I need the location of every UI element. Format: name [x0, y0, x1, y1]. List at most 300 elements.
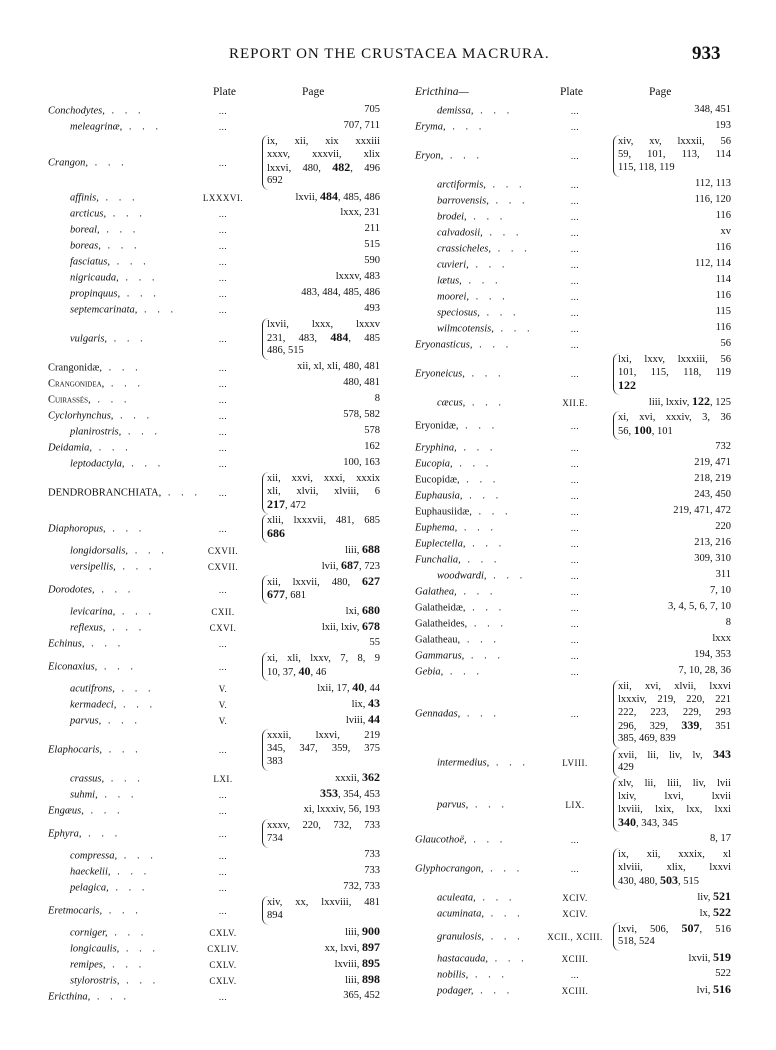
entry-name	[437, 212, 506, 223]
entry-term: Crangonidea,	[48, 378, 105, 390]
leader-dots: . . .	[462, 490, 503, 502]
page-refs	[364, 103, 380, 119]
index-entry	[415, 353, 755, 395]
page-ref-line: 8	[374, 393, 380, 404]
plate-ref: ...	[218, 225, 228, 235]
plate-ref: ...	[218, 157, 228, 168]
page-refs	[697, 890, 731, 906]
page-ref-line: 56	[720, 338, 731, 349]
column-header	[48, 86, 388, 103]
entry-term: Eretmocaris,	[48, 905, 103, 916]
entry-name	[48, 523, 145, 534]
plate-ref: LXXXVI.	[202, 193, 244, 203]
entry-name	[48, 661, 137, 672]
index-entry	[48, 206, 388, 222]
index-entry	[48, 254, 388, 270]
entry-term: Glaucothoë,	[415, 834, 467, 846]
plate-ref: ...	[570, 340, 580, 350]
leader-dots: . . .	[107, 333, 147, 345]
page-ref-line: xxxv, xxxvii, xlix	[267, 149, 380, 160]
entry-name	[48, 488, 201, 499]
entry-name	[48, 905, 142, 916]
plate-ref: CXVII.	[207, 546, 239, 556]
entry-term: demissa,	[437, 105, 474, 117]
entry-term: brodei,	[437, 211, 467, 223]
page-refs	[613, 922, 731, 951]
entry-term: acutifrons,	[70, 683, 115, 695]
entry-term: longicaulis,	[70, 943, 120, 955]
leader-dots: . . .	[102, 905, 142, 916]
entry-name	[437, 180, 526, 191]
page-ref-line: 705	[364, 104, 380, 115]
plate-ref: ...	[570, 555, 580, 565]
leader-dots: . . .	[473, 985, 514, 997]
index-entry	[48, 713, 388, 729]
page-refs	[262, 652, 380, 681]
entry-name	[415, 523, 497, 534]
entry-name	[415, 491, 502, 502]
index-entries	[48, 103, 388, 1005]
leader-dots: . . .	[137, 304, 178, 316]
index-entry	[48, 392, 388, 408]
plate-ref: ...	[218, 122, 228, 132]
entry-term: Eryon,	[415, 150, 444, 162]
plate-ref: ...	[218, 334, 228, 344]
leader-dots: . . .	[443, 150, 484, 162]
leader-dots: . . .	[90, 991, 131, 1003]
index-entry	[415, 135, 755, 177]
page-ref-line: 7, 10, 28, 36	[678, 665, 731, 676]
page-refs	[364, 238, 380, 254]
entry-term: pelagica,	[70, 882, 109, 894]
leader-dots: . . .	[99, 224, 140, 236]
index-column-right	[415, 86, 755, 999]
entry-term: Euphema,	[415, 522, 458, 534]
index-entry	[415, 584, 755, 600]
entry-name	[70, 867, 150, 878]
index-entry	[48, 652, 388, 681]
index-entry	[415, 648, 755, 664]
index-entry	[48, 604, 388, 620]
entry-term: parvus,	[70, 715, 102, 727]
entry-term: Gebia,	[415, 666, 444, 678]
continuation-heading: Ericthina—	[415, 86, 469, 98]
page-ref-line: lviii, 44	[345, 712, 380, 726]
page-ref-line: liii, 688	[345, 542, 380, 556]
plate-ref: CXVII.	[207, 562, 239, 572]
entry-name	[437, 106, 513, 117]
page-ref-line: 101, 115, 118, 119	[618, 367, 731, 378]
page-refs	[726, 616, 731, 632]
leader-dots: . . .	[117, 850, 157, 862]
entry-name	[48, 745, 142, 756]
plate-ref: ...	[570, 619, 580, 629]
leader-dots: . . .	[90, 394, 131, 406]
page-refs	[317, 681, 380, 697]
page-refs	[716, 209, 731, 225]
entry-name	[437, 292, 509, 303]
plate-ref: ...	[570, 970, 580, 980]
plate-ref: ...	[218, 257, 228, 267]
entry-term: Crangonidæ,	[48, 362, 102, 374]
entry-term: speciosus,	[437, 307, 480, 319]
index-entry	[48, 636, 388, 652]
page-refs	[336, 270, 380, 286]
entry-name	[415, 587, 496, 598]
page-ref-line: 578, 582	[343, 409, 380, 420]
index-entry	[415, 273, 755, 289]
plate-ref: ...	[570, 539, 580, 549]
entry-name	[48, 411, 153, 422]
index-entry	[415, 504, 755, 520]
leader-dots: . . .	[121, 426, 161, 438]
page-refs	[364, 254, 380, 270]
leader-dots: . . .	[87, 157, 128, 168]
page-ref-line: 59, 101, 113, 114	[618, 149, 731, 160]
entry-term: Galatheidæ,	[415, 602, 466, 614]
entry-name	[70, 790, 137, 801]
entry-term: woodwardi,	[437, 570, 487, 582]
page-refs	[694, 648, 731, 664]
leader-dots: . . .	[467, 618, 507, 630]
page-ref-line: lvii, 687, 723	[321, 558, 380, 572]
leader-dots: . . .	[105, 523, 146, 534]
entry-term: haeckelii,	[70, 866, 111, 878]
leader-dots: . . .	[443, 666, 484, 678]
plate-ref: ...	[570, 443, 580, 453]
index-entry	[48, 848, 388, 864]
page-ref-line: lxi, 680	[345, 603, 380, 617]
entry-name	[415, 475, 499, 486]
leader-dots: . . .	[459, 474, 500, 486]
page-refs	[688, 951, 731, 967]
entry-name	[70, 459, 164, 470]
leader-dots: . . .	[107, 927, 148, 939]
page-ref-line: 7, 10	[710, 585, 731, 596]
leader-dots: . . .	[468, 259, 509, 271]
plate-heading: Plate	[213, 86, 236, 98]
entry-term: Dorodotes,	[48, 584, 95, 595]
page-ref-line: 733	[364, 849, 380, 860]
entry-term: boreas,	[70, 240, 101, 252]
page-ref-line: lxiv, lxvi, lxvii	[618, 791, 731, 802]
leader-dots: . . .	[101, 744, 142, 756]
page-ref-line: 100, 163	[343, 457, 380, 468]
running-header	[0, 43, 776, 70]
page-ref-line: xlv, lii, liii, liv, lvii	[618, 778, 731, 789]
plate-ref: ...	[570, 212, 580, 222]
entry-term: remipes,	[70, 959, 106, 971]
entry-term: stylorostris,	[70, 975, 120, 987]
index-entry	[48, 440, 388, 456]
page-refs	[710, 832, 731, 848]
leader-dots: . . .	[83, 805, 124, 817]
page-ref-line: 162	[364, 441, 380, 452]
entry-term: Funchalia,	[415, 554, 461, 566]
entry-name	[415, 651, 504, 662]
entry-name	[48, 806, 124, 817]
entry-term: Eryoneicus,	[415, 368, 465, 380]
index-entry	[415, 632, 755, 648]
page-ref-line: xli, xlvii, xlviii, 6	[267, 486, 380, 497]
page-refs	[352, 697, 380, 713]
page-ref-line: lxviii, lxix, lxx, lxxi	[618, 804, 731, 815]
page-ref-line: 732	[715, 441, 731, 452]
index-entry	[415, 321, 755, 337]
page-refs	[343, 376, 380, 392]
plate-ref: ...	[218, 488, 228, 498]
leader-dots: . . .	[473, 105, 514, 117]
page-refs	[715, 520, 731, 536]
index-entry	[415, 967, 755, 983]
page-ref-line: lxvii, 484, 485, 486	[295, 189, 380, 203]
page-ref-line: 115, 118, 119	[618, 162, 675, 173]
entry-term: septemcarinata,	[70, 304, 138, 316]
entry-term: corniger,	[70, 927, 108, 939]
entry-term: Echinus,	[48, 638, 85, 650]
entry-name	[70, 562, 156, 573]
entry-name	[437, 260, 509, 271]
leader-dots: . . .	[468, 291, 509, 303]
plate-ref: ...	[570, 475, 580, 485]
entry-term: arctiformis,	[437, 179, 486, 191]
entry-term: Eryma,	[415, 121, 446, 133]
leader-dots: . . .	[486, 570, 527, 582]
leader-dots: . . .	[105, 959, 146, 971]
page-refs	[715, 119, 731, 135]
leader-dots: . . .	[97, 661, 138, 672]
entry-name	[415, 507, 512, 518]
plate-ref: ...	[218, 851, 228, 861]
page-ref-line: 222, 223, 229, 293	[618, 707, 731, 718]
page-ref-line: lxvi, 506, 507, 516	[618, 921, 731, 935]
entry-name	[70, 241, 141, 252]
leader-dots: . . .	[115, 561, 156, 573]
plate-ref: ...	[570, 635, 580, 645]
plate-ref: ...	[570, 491, 580, 501]
plate-ref: CXLIV.	[207, 944, 239, 954]
plate-ref: ...	[218, 363, 228, 373]
page-ref-line: xi, xli, lxxv, 7, 8, 9	[267, 653, 380, 664]
plate-ref: ...	[218, 273, 228, 283]
leader-dots: . . .	[475, 892, 516, 904]
leader-dots: . . .	[466, 834, 507, 846]
entry-term: Euphausia,	[415, 490, 463, 502]
entry-name	[437, 244, 531, 255]
page-refs	[345, 973, 380, 989]
index-entry	[415, 411, 755, 440]
page-ref-line: 578	[364, 425, 380, 436]
index-entries	[415, 103, 755, 999]
plate-ref: ...	[218, 806, 228, 816]
page-refs	[262, 575, 380, 604]
page-ref-line: 10, 37, 40, 46	[267, 664, 327, 678]
page-ref-line: 522	[715, 968, 731, 979]
entry-name	[437, 196, 529, 207]
page-ref-line: 733	[364, 865, 380, 876]
entry-term: lætus,	[437, 275, 462, 287]
entry-term: Euplectella,	[415, 538, 466, 550]
entry-name	[48, 639, 124, 650]
plate-ref: ...	[218, 828, 228, 839]
plate-ref: ...	[570, 276, 580, 286]
page-ref-line: 116	[715, 290, 731, 301]
entry-term: Galathea,	[415, 586, 457, 598]
plate-ref: ...	[218, 443, 228, 453]
entry-name	[415, 864, 523, 875]
plate-ref: ...	[570, 571, 580, 581]
index-entry	[415, 193, 755, 209]
entry-name	[70, 684, 155, 695]
entry-name	[70, 700, 156, 711]
entry-term: intermedius,	[437, 757, 490, 768]
index-entry	[48, 896, 388, 925]
entry-term: Gammarus,	[415, 650, 465, 662]
page-ref-line: lxxxv, 483	[335, 271, 380, 282]
index-entry	[48, 989, 388, 1005]
page-ref-line: 515	[364, 239, 380, 250]
entry-term: cuvieri,	[437, 259, 469, 271]
leader-dots: . . .	[482, 227, 523, 239]
page-refs	[697, 983, 731, 999]
index-entry	[415, 395, 755, 411]
entry-name	[70, 427, 161, 438]
entry-term: Diaphoropus,	[48, 523, 106, 534]
leader-dots: . . .	[105, 622, 146, 634]
leader-dots: . . .	[104, 105, 145, 117]
page-refs	[364, 424, 380, 440]
entry-term: crassus,	[70, 773, 105, 785]
index-entry	[48, 190, 388, 206]
entry-term: barrovensis,	[437, 195, 489, 207]
page-ref-line: 894	[267, 910, 283, 921]
page-ref-line: xlii, lxxxvii, 481, 685	[267, 515, 380, 526]
page-ref-line: xiv, xx, lxxviii, 481	[267, 897, 380, 908]
index-entry	[48, 620, 388, 636]
plate-ref: ...	[570, 523, 580, 533]
page-refs	[262, 472, 380, 514]
plate-ref: ...	[218, 106, 228, 116]
index-entry	[415, 103, 755, 119]
plate-ref: CXLV.	[209, 976, 237, 986]
page-refs	[716, 568, 731, 584]
plate-ref: ...	[218, 209, 228, 219]
entry-term: Ephyra,	[48, 828, 82, 839]
plate-heading: Plate	[560, 86, 583, 98]
page-refs	[364, 302, 380, 318]
page-ref-line: 486, 515	[267, 345, 304, 356]
entry-term: leptodactyla,	[70, 458, 125, 470]
entry-name	[70, 289, 160, 300]
page-refs	[262, 318, 380, 360]
index-entry	[415, 257, 755, 273]
index-entry	[48, 681, 388, 697]
entry-term: Crangon,	[48, 157, 88, 168]
plate-ref: LVIII.	[562, 757, 588, 768]
page-ref-line: 707, 711	[343, 120, 380, 131]
leader-dots: . . .	[113, 410, 154, 422]
index-entry	[48, 973, 388, 989]
entry-name	[437, 909, 524, 920]
page-refs	[297, 360, 380, 376]
entry-term: moorei,	[437, 291, 469, 303]
plate-ref: ...	[570, 196, 580, 206]
page-heading: Page	[302, 86, 325, 98]
entry-name	[415, 539, 505, 550]
leader-dots: . . .	[104, 378, 145, 390]
page-ref-line: lxxxiv, 219, 220, 221	[618, 694, 731, 705]
page-refs	[364, 440, 380, 456]
leader-dots: . . .	[100, 240, 141, 252]
page-ref-line: 114	[715, 274, 731, 285]
page-ref-line: 348, 451	[694, 104, 731, 115]
page-refs	[346, 604, 380, 620]
index-entry	[415, 616, 755, 632]
entry-name	[48, 828, 121, 839]
page-refs	[345, 925, 380, 941]
entry-term: granulosis,	[437, 931, 484, 942]
leader-dots: . . .	[465, 397, 506, 409]
entry-term: Conchodytes,	[48, 105, 105, 117]
page-refs	[668, 600, 731, 616]
plate-ref: ...	[218, 584, 228, 595]
page-ref-line: xxxii, lxxvi, 219	[267, 730, 380, 741]
page-refs	[346, 713, 380, 729]
entry-name	[437, 398, 505, 409]
entry-name	[437, 954, 528, 965]
index-entry	[48, 514, 388, 543]
index-entry	[48, 376, 388, 392]
entry-name	[437, 228, 523, 239]
index-entry	[48, 925, 388, 941]
page-ref-line: 220	[715, 521, 731, 532]
entry-name	[415, 835, 506, 846]
entry-name	[415, 603, 505, 614]
index-entry	[415, 536, 755, 552]
page-ref-line: 493	[364, 303, 380, 314]
plate-ref: ...	[570, 709, 580, 719]
page-refs	[301, 286, 380, 302]
page-ref-line: 115	[715, 306, 731, 317]
leader-dots: . . .	[161, 487, 201, 499]
page-ref-line: 193	[715, 120, 731, 131]
leader-dots: . . .	[119, 943, 160, 955]
page-refs	[721, 225, 732, 241]
leader-dots: . . .	[104, 773, 144, 785]
entry-term: Deidamia,	[48, 442, 93, 454]
entry-name	[70, 851, 157, 862]
plate-ref: ...	[570, 369, 580, 379]
column-header	[415, 86, 755, 103]
leader-dots: . . .	[465, 538, 506, 550]
page-ref-line: 116	[715, 210, 731, 221]
leader-dots: . . .	[94, 584, 135, 595]
entry-name	[48, 157, 128, 168]
entry-name	[70, 273, 158, 284]
page-ref-line: lvi, 516	[696, 982, 731, 996]
entry-term: reflexus,	[70, 622, 106, 634]
plate-ref: ...	[570, 603, 580, 613]
page-ref-line: 8, 17	[710, 833, 731, 844]
index-entry	[48, 941, 388, 957]
entry-name	[48, 584, 134, 595]
leader-dots: . . .	[97, 789, 138, 801]
entry-name	[415, 151, 483, 162]
plate-ref: XII.E.	[562, 398, 588, 408]
index-entry	[48, 880, 388, 896]
entry-term: Galatheau,	[415, 634, 461, 646]
leader-dots: . . .	[489, 757, 529, 768]
